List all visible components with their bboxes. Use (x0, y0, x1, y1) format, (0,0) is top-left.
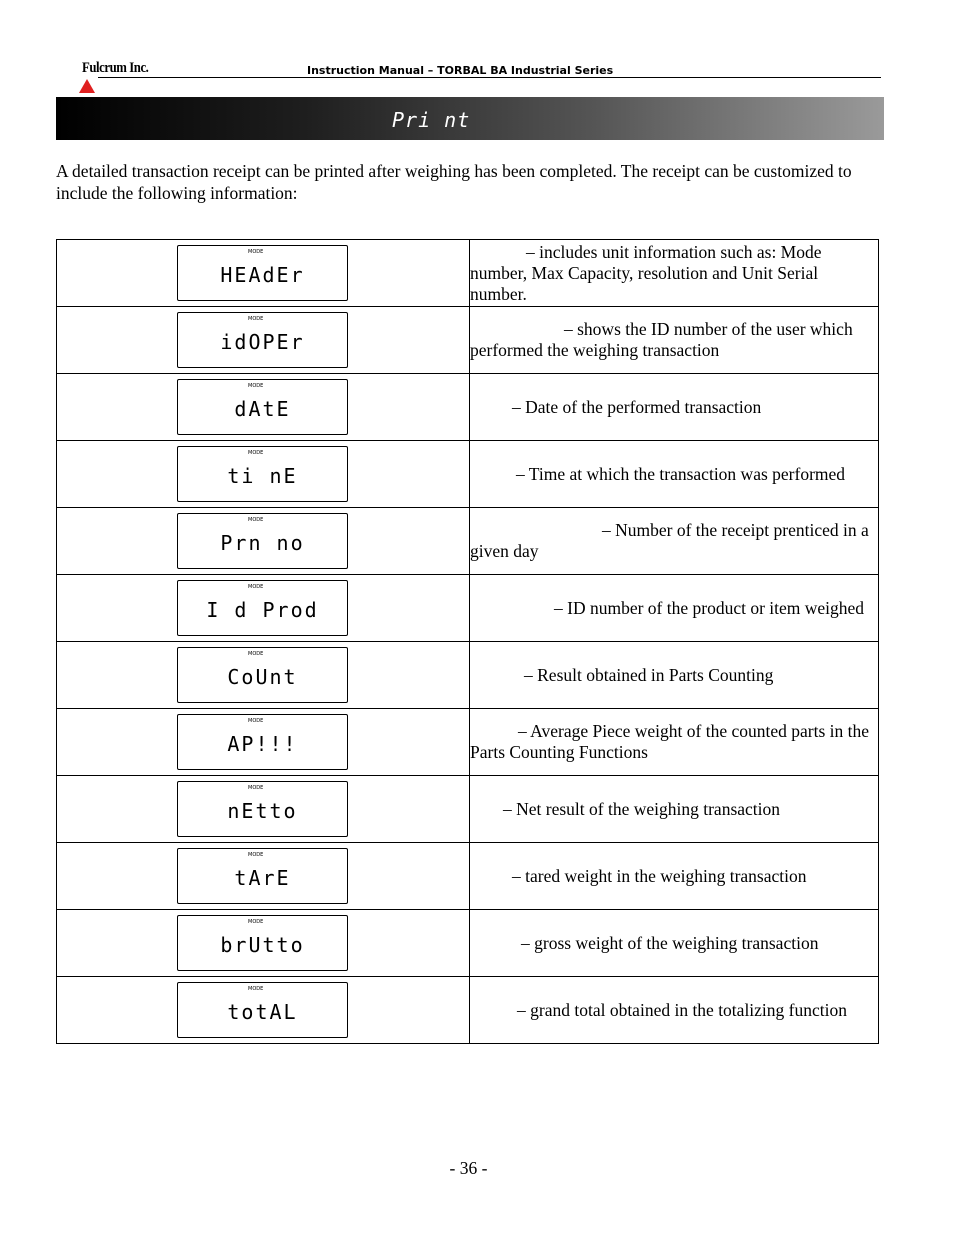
logo-triangle-icon (78, 78, 96, 94)
description-cell (470, 575, 879, 642)
mode-label: MODE (248, 651, 264, 657)
display-cell (57, 709, 470, 776)
option-row-header (57, 240, 879, 307)
description-cell (470, 910, 879, 977)
display-cell (57, 977, 470, 1044)
display-cell (57, 575, 470, 642)
lcd-display (177, 781, 348, 837)
display-cell (57, 776, 470, 843)
option-row-average-piece-weight (57, 709, 879, 776)
option-row-count (57, 642, 879, 709)
mode-label: MODE (248, 383, 264, 389)
display-code: brUtto (220, 933, 305, 957)
display-code: I d Prod (206, 598, 319, 622)
lcd-display (177, 580, 348, 636)
description-cell (470, 240, 879, 307)
display-code: tArE (234, 866, 291, 890)
page-number: - 36 - (449, 1158, 488, 1178)
display-code: AP!!! (227, 732, 298, 756)
option-row-brutto (57, 910, 879, 977)
display-code: ti nE (227, 464, 298, 488)
mode-label: MODE (248, 986, 264, 992)
mode-label: MODE (248, 316, 264, 322)
option-row-tare (57, 843, 879, 910)
display-code: totAL (227, 1000, 298, 1024)
display-code: idOPEr (220, 330, 305, 354)
option-description: – shows the ID number of the user which performed the weighing transaction (470, 319, 853, 360)
option-description: – ID number of the product or item weighed (554, 597, 865, 618)
display-cell (57, 508, 470, 575)
display-cell (57, 441, 470, 508)
description-cell (470, 374, 879, 441)
lcd-display (177, 647, 348, 703)
description-cell (470, 977, 879, 1044)
option-row-id-product (57, 575, 879, 642)
option-description: – grand total obtained in the totalizing function (517, 999, 847, 1020)
lcd-display (177, 982, 348, 1038)
option-row-netto (57, 776, 879, 843)
mode-label: MODE (248, 718, 264, 724)
mode-label: MODE (248, 517, 264, 523)
display-code: Prn no (220, 531, 305, 555)
company-logo (78, 60, 168, 96)
intro-paragraph: A detailed transaction receipt can be printed after weighing has been completed. The receipt can be customized to include the following information: (56, 161, 852, 203)
display-code: nEtto (227, 799, 298, 823)
display-code: dAtE (234, 397, 291, 421)
display-cell (57, 240, 470, 307)
option-row-print-number (57, 508, 879, 575)
mode-label: MODE (248, 919, 264, 925)
option-description: – Time at which the transaction was performed (516, 463, 846, 484)
description-cell (470, 508, 879, 575)
section-title: Pri nt (392, 108, 471, 132)
option-description: – Average Piece weight of the counted parts in the Parts Counting Functions (470, 721, 870, 762)
lcd-display (177, 446, 348, 502)
lcd-display (177, 513, 348, 569)
mode-label: MODE (248, 584, 264, 590)
display-cell (57, 374, 470, 441)
option-description: – Result obtained in Parts Counting (524, 664, 774, 685)
logo-text: Fulcrum Inc. (82, 60, 149, 76)
option-row-time (57, 441, 879, 508)
option-row-total (57, 977, 879, 1044)
description-cell (470, 843, 879, 910)
lcd-display (177, 848, 348, 904)
description-cell (470, 709, 879, 776)
header-divider (98, 77, 881, 78)
display-code: HEAdEr (220, 263, 305, 287)
option-description: – gross weight of the weighing transaction (521, 932, 819, 953)
mode-label: MODE (248, 249, 264, 255)
description-cell (470, 642, 879, 709)
option-row-date (57, 374, 879, 441)
description-cell (470, 441, 879, 508)
mode-label: MODE (248, 852, 264, 858)
display-cell (57, 307, 470, 374)
manual-title: Instruction Manual – TORBAL BA Industrial Series (307, 64, 614, 77)
option-description: – Number of the receipt prenticed in a given day (470, 520, 869, 561)
option-description: – includes unit information such as: Mode number, Max Capacity, resolution and Unit Serial number. (470, 241, 822, 304)
lcd-display (177, 312, 348, 368)
display-code: CoUnt (227, 665, 298, 689)
description-cell (470, 307, 879, 374)
lcd-display (177, 714, 348, 770)
display-cell (57, 642, 470, 709)
lcd-display (177, 379, 348, 435)
display-cell (57, 910, 470, 977)
option-description: – tared weight in the weighing transaction (512, 865, 807, 886)
option-row-id-operator (57, 307, 879, 374)
option-description: – Date of the performed transaction (512, 396, 762, 417)
mode-label: MODE (248, 450, 264, 456)
option-description: – Net result of the weighing transaction (503, 798, 781, 819)
lcd-display (177, 915, 348, 971)
description-cell (470, 776, 879, 843)
mode-label: MODE (248, 785, 264, 791)
display-cell (57, 843, 470, 910)
lcd-display (177, 245, 348, 301)
print-options-table (56, 239, 879, 1044)
